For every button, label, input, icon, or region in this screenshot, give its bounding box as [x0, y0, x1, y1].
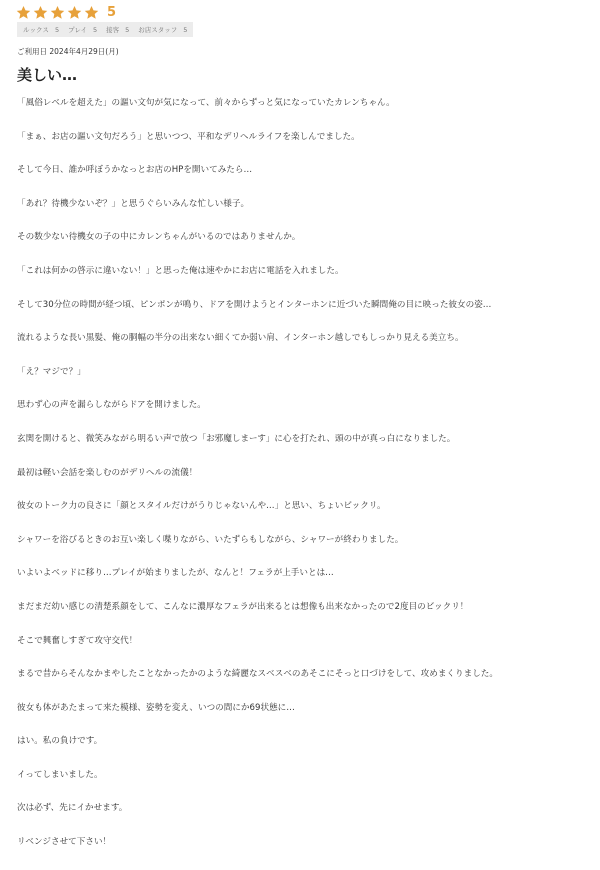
rating-row [16, 2, 116, 22]
sub-rating-value: 5 [125, 26, 130, 34]
body-paragraph: 「風俗レベルを超えた」の謳い文句が気になって、前々からずっと気になっていたカレンちゃん。 [17, 98, 395, 108]
body-paragraph: いよいよベッドに移り…プレイが始まりましたが、なんと！フェラが上手いとは… [17, 568, 334, 579]
usage-date: ご利用日 2024年4月29日(月) [17, 47, 119, 56]
rating-value: 5 [107, 4, 117, 20]
sub-rating-label: ルックス [23, 26, 49, 34]
body-paragraph: そして今日、誰か呼ぼうかなっとお店のHPを開いてみたら… [17, 165, 253, 176]
sub-rating-value: 5 [93, 26, 98, 34]
body-paragraph: そして30分位の時間が経つ頃、ピンポンが鳴り、ドアを開けようとインターホンに近づいた瞬間俺の目に映った彼女の姿… [17, 299, 492, 310]
sub-rating-staff [138, 25, 187, 34]
body-paragraph: 思わず心の声を漏らしながらドアを開けました。 [17, 400, 206, 411]
sub-rating-label: お店スタッフ [138, 26, 178, 34]
body-paragraph: そこで興奮しすぎて攻守交代！ [17, 635, 138, 646]
sub-ratings [17, 22, 193, 37]
star-icon [16, 5, 31, 20]
sub-rating-value: 5 [54, 26, 60, 34]
body-paragraph: 彼女も体があたまって来た模様、姿勢を変え、いつの間にか69状態に… [17, 702, 295, 713]
sub-rating-looks [23, 25, 59, 34]
sub-rating-value: 5 [183, 26, 188, 34]
sub-rating-service [106, 25, 129, 34]
review-body [17, 97, 595, 870]
star-icon [84, 5, 99, 20]
body-paragraph: その数少ない待機女の子の中にカレンちゃんがいるのではありませんか。 [17, 232, 301, 243]
body-paragraph: 「え？マジで？」 [17, 366, 86, 377]
body-paragraph: 「これは何かの啓示に違いない！」と思った俺は速やかにお店に電話を入れました。 [17, 265, 344, 276]
body-paragraph: シャワーを浴びるときのお互い楽しく喋りながら、いたずらもしながら、シャワーが終わりました。 [17, 534, 404, 545]
body-paragraph: まるで昔からそんなかまやしたことなかったかのような綺麗なスベスベのあそこにそっと口づけをして、攻めまくりました。 [17, 669, 498, 680]
body-paragraph: 玄関を開けると、微笑みながら明るい声で放つ「お邪魔しまーす」に心を打たれ、頭の中が真っ白になりました。 [17, 433, 456, 444]
body-paragraph: 最初は軽い会話を楽しむのがデリヘルの流儀！ [17, 467, 198, 478]
body-paragraph: はい。私の負けです。 [17, 736, 103, 747]
body-paragraph: 彼女のトーク力の良さに「顔とスタイルだけがうりじゃないんや…」と思い、ちょいビックリ。 [17, 501, 386, 512]
sub-rating-play [68, 25, 97, 34]
sub-rating-label: プレイ [68, 26, 87, 34]
sub-rating-label: 接客 [106, 26, 120, 34]
body-paragraph: まだまだ幼い感じの清楚系顔をして、こんなに濃厚なフェラが出来るとは想像も出来なかったので2度目のビックリ！ [17, 601, 469, 612]
star-icon [33, 5, 48, 20]
body-paragraph: リベンジさせて下さい！ [17, 837, 112, 848]
body-paragraph: 流れるような長い黒髪、俺の胴幅の半分の出来ない細くてか弱い肩、インターホン越しでもしっかり見える美立ち。 [17, 333, 464, 344]
star-icon [67, 5, 82, 20]
body-paragraph: 「あれ？待機少ないぞ？」と思うぐらいみんな忙しい様子。 [17, 198, 250, 209]
star-icon [50, 5, 65, 20]
body-paragraph: 次は必ず、先にイかせます。 [17, 803, 128, 814]
body-paragraph: イってしまいました。 [17, 769, 103, 780]
star-rating [16, 5, 101, 20]
body-paragraph: 「まぁ、お店の謳い文句だろう」と思いつつ、平和なデリヘルライフを楽しんでました。 [17, 131, 360, 142]
review-title: 美しい… [17, 66, 78, 84]
